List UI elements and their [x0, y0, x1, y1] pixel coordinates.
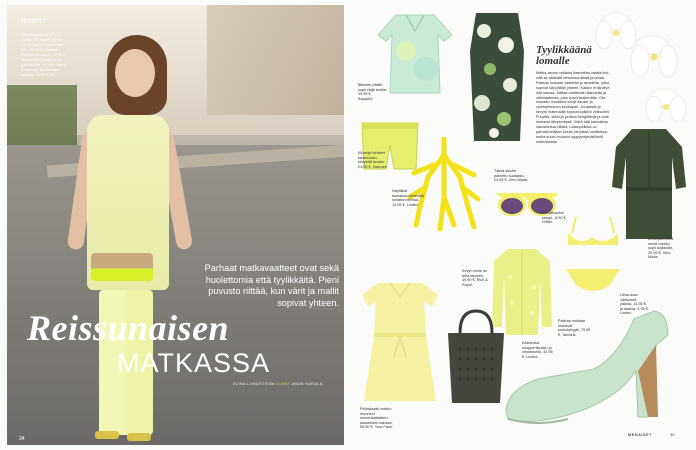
credit-author: ELINA LUNDSTRÖM: [233, 382, 275, 386]
credit-photo-label: KUVAT: [276, 382, 291, 386]
floral-dress-image: [464, 11, 530, 143]
model-figure: [67, 35, 187, 440]
credit-photographer: ASUN HARALA: [291, 382, 323, 386]
headline-bottom: MATKASSA: [117, 348, 271, 378]
caption-necklace: Näyttävä kaulakoru ilmentää lomatunnelmaa, 14,95 €, Lindex.: [392, 189, 424, 207]
caption-shopper: Käsiveska shopperilaukku ja ventassella, 32,95 €, Lindex.: [522, 341, 553, 359]
caption-shorts: Kiharilyt lahkeet takamukan kevyellä tavalla. 24,95 €, Halonen.: [358, 151, 388, 169]
caption-sunglasses: Persikkavärit kehyk., 8,90 €, Glitter.: [542, 211, 567, 225]
footer-label: MENAISET: [628, 432, 652, 437]
left-page-photo: [7, 5, 344, 445]
headline-top: Reissunaisen: [27, 308, 230, 348]
product-list-left: Kukkakorvakorut, 17,9 €, Guess. Lila-hamel, tekijan, 200 €, Tarifoli Sevas. Bilton-koru, 22,90 €, Sandaalit, Samantha-kukkaro, 39,90 €, Marimekko. Kukkaromuki pikkulaukku, 29,95 €, Pilot & Campoma, Kaulamaskin arvokas, 39,90 €, Pih.: [21, 33, 67, 77]
right-page-collage: [352, 5, 690, 445]
byline: [233, 382, 323, 386]
caption-floral-dress: Tässä sinulle painettu kuosiasu, 24,95 €, Vero Moda.: [494, 169, 529, 183]
clutch-bag: [91, 253, 153, 281]
sandal-right: [127, 433, 151, 441]
article-headline: Tyylikkäänä lomalle: [536, 44, 592, 67]
caption-cardigan: Kevyt neule on aina tarpeen, 39,90 €, Rich & Royal.: [462, 269, 488, 287]
caption-green-dress: Armeijanvihreä neule-mekko sopii kaikkialle, 29,95 €, Vero Moda.: [648, 237, 674, 260]
article-body: Matka-asuun valitaan kannattaa varata tovi, sillä se säästää reissussa aikaa ja rahaa. Pakkaa mukaan vaatteita ja asusteita, jotka sopivat sävyiltään yhteen. Kaiken ei tarvitse olla samaa. Valitse vaatteisiin tilannetta ja värimaailmaa, joka toimii keskenään. Ota mukaan muutama kevyt asuste ja vaihtoehtoinen kenkäpari. Joustavat ja kevyet materiaalit sopivat kaikkiin reissuihin. Puuvilla, silkki ja pellava hengittävät ja ovat mukavia lämpimässä. Viileä sää kannattaa varustautua villalla. Laskupellava on parhaimmillaan kesän kevyissä vaatteissa, mutta suosi muutoin ryppyyntymättömiä materiaaleja.: [536, 71, 611, 144]
caption-yellow-dress: Pellaslaasti mekko muuntuu monenkaltaisten asusteiden kanssa, 59,90 €, Your Face.: [360, 407, 393, 430]
coral-necklace-image: [404, 137, 484, 233]
caption-bikini: Uima-asun väritykset, yläosa, 14,95 €, ja alaosa, 9,95 €, Lindex.: [620, 293, 649, 316]
yellow-bikini-image: [562, 213, 624, 301]
caption-tunic: Bikinien päälle sopii väljä tunika, 19,95 €, KappAhl.: [358, 83, 387, 101]
frangipani-flowers-image: [588, 5, 690, 125]
yellow-dress-image: [354, 281, 446, 405]
page-number-right: 35: [670, 432, 675, 437]
lead-paragraph: Parhaat matkavaatteet ovat sekä huolettomia että tyylikkäitä. Pieni puvusto riittää, kun värit ja mallit sopivat yhteen.: [204, 263, 339, 308]
section-label: muoti: [21, 15, 47, 26]
page-number-left: 34: [19, 436, 25, 442]
sandal-left: [95, 431, 119, 439]
photo-trees: [207, 5, 344, 115]
caption-shoes: Pakkaa mukaan mukavat korkokengät, 79,95 €, Tamaris.: [558, 319, 591, 337]
model-face: [115, 49, 155, 97]
